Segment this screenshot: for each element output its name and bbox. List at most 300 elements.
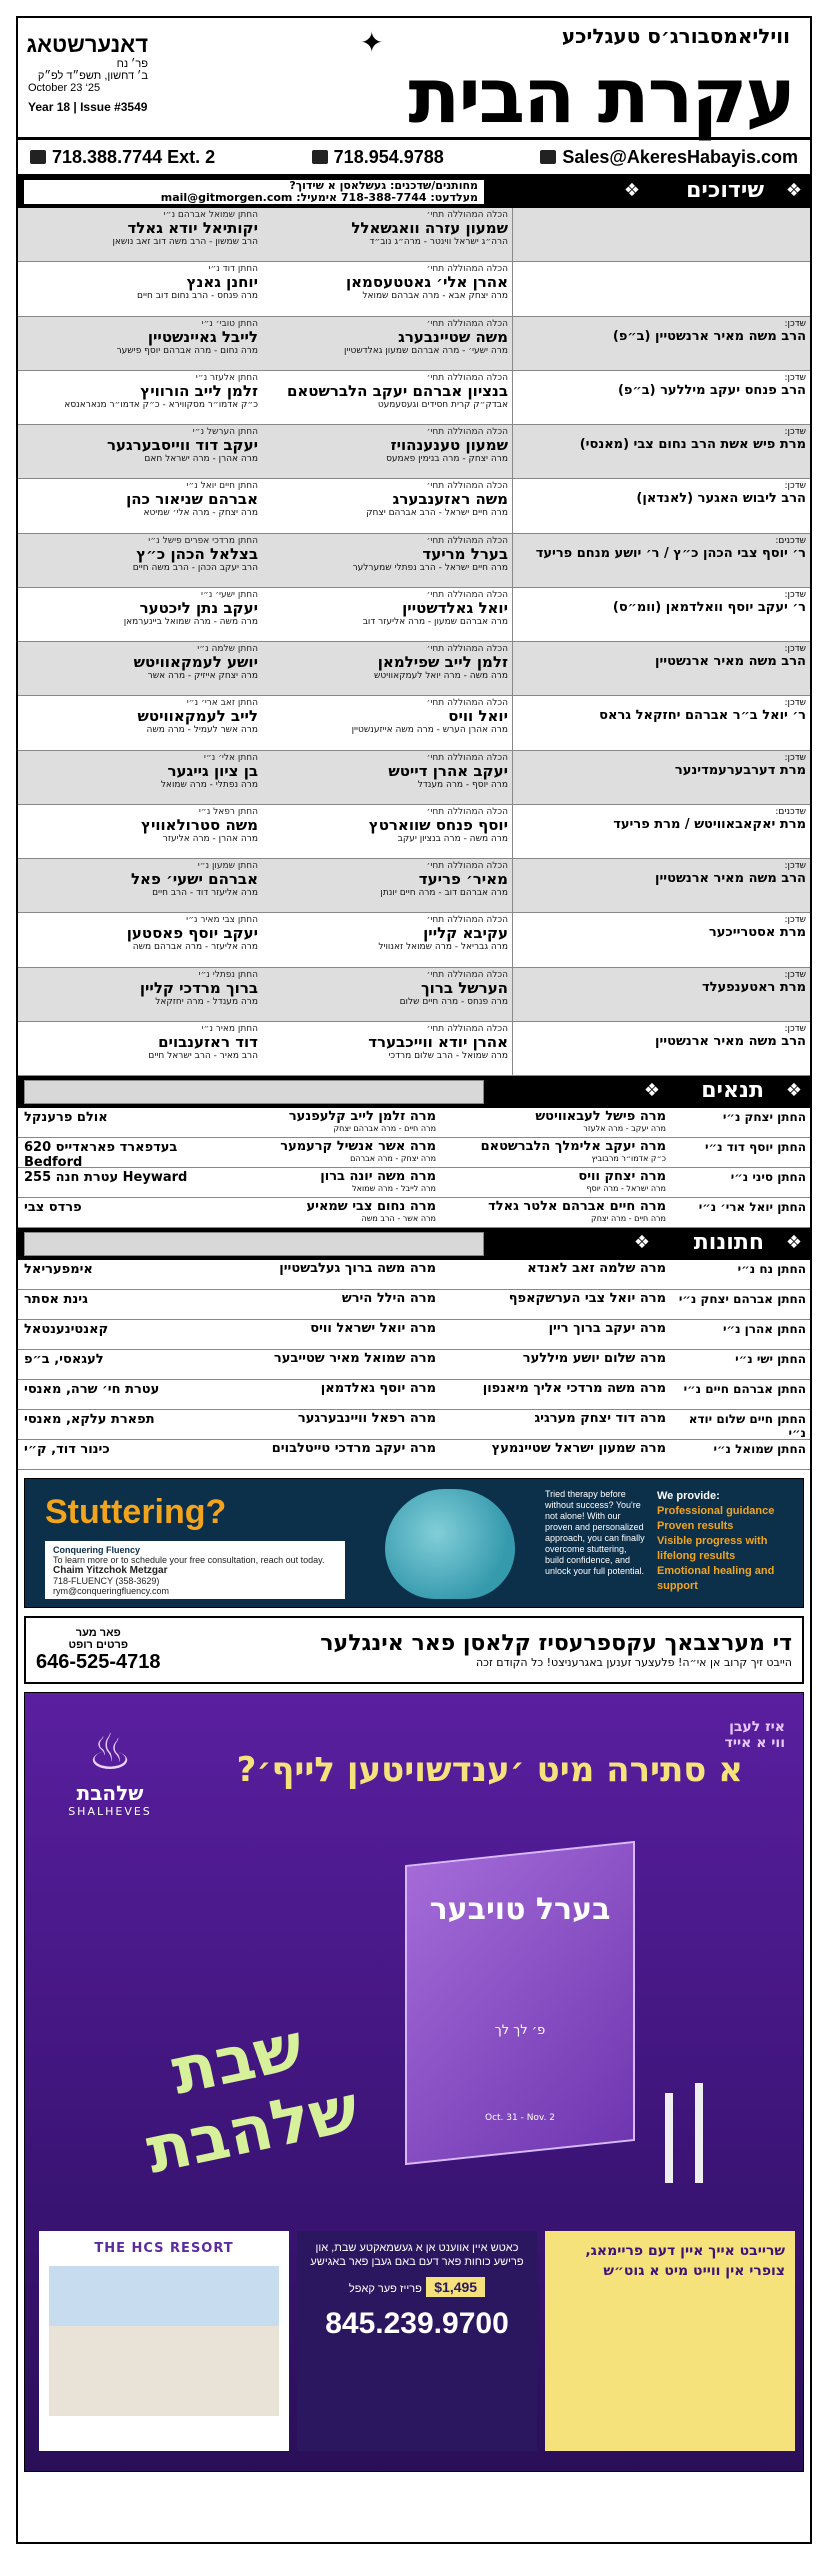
shadchan-cell — [512, 371, 810, 424]
kallah-father-name: עקיבא קליין — [423, 924, 508, 943]
kallah-father-cell — [200, 1138, 440, 1167]
price-label: פרייז פער קאפל — [348, 2283, 422, 2295]
chosson-label: החתן מאיר נ״י — [201, 1023, 258, 1034]
candle-icon — [665, 2093, 673, 2183]
venue: לעגאסי, ב״פ — [24, 1352, 104, 1367]
kallah-cell — [262, 371, 512, 424]
chasunos-row — [18, 1440, 810, 1470]
chosson-family: מרה אהרן - מרה אליעזר — [162, 833, 258, 844]
kallah-label: הכלה המהוללה תחי׳ — [426, 806, 508, 817]
chosson-father-cell — [440, 1198, 670, 1227]
kallah-family: מרה יצחק אבא - מרה אברהם שמואל — [362, 291, 508, 302]
chosson-father-name: מרה דוד יצחק מערגיג — [534, 1411, 666, 1426]
chosson-father-cell — [440, 1108, 670, 1137]
kallah-cell — [262, 425, 512, 478]
issue-parsha: פר׳ נח — [116, 58, 148, 70]
newspaper-page — [16, 16, 812, 2544]
chosson-father-name: מרה יעקב אלימלך הלברשטאם — [480, 1139, 666, 1154]
chosson-label: החתן אלעזר נ״י — [195, 372, 258, 383]
chosson-father-cell — [440, 1138, 670, 1167]
shidduch-row — [18, 859, 810, 913]
chosson-family: מרה נחום - מרה אברהם יוסף פישער — [116, 345, 258, 356]
ornament-icon: ❖ — [785, 180, 802, 201]
shidduch-row — [18, 371, 810, 425]
ad-side-text: שרייבט אייך איין דעם פריימאג, צופרי אין ווייט מיט א גוט״ש — [545, 2231, 795, 2451]
chosson-label: החתן שלמה נ״י — [197, 644, 258, 654]
tagline-line: איז לעבן — [729, 1719, 785, 1735]
ornament-icon: ❖ — [623, 180, 640, 201]
chosson-father-name: מרה שלמה זאב לאנדא — [527, 1261, 666, 1276]
ad-list-item: Proven results — [657, 1520, 734, 1532]
ad-list-item: Visible progress with lifelong results — [657, 1535, 768, 1562]
kallah-father-cell — [200, 1440, 440, 1469]
shadchan-name: הרב פנחס יעקב מיללער (ב״פ) — [617, 382, 806, 398]
shadchan-label: שדכן: — [784, 589, 806, 600]
chosson-label: החתן רפאל נ״י — [198, 806, 258, 817]
chosson-father-name: מרה פישל לעבאוויטש — [535, 1109, 666, 1124]
kallah-father-name: מרה יוסף גאלדמאן — [320, 1381, 436, 1396]
chosson-family: מרה פנחס - הרב נחום דוב חיים — [137, 291, 258, 302]
chosson-family: מרה מענדל - מרה יחזקאל — [155, 996, 258, 1007]
shalheves-logo — [55, 1723, 165, 1818]
hotel-panel — [39, 2231, 289, 2451]
chosson-father-name: מרה יואל צבי הערשקאפף — [508, 1291, 666, 1306]
chosson-label: החתן דוד נ״י — [208, 264, 258, 275]
chosson-label: החתן מרדכי אפרים פישל נ״י — [148, 535, 258, 546]
email-contact[interactable] — [540, 147, 798, 168]
masthead-title: עקרת הבית — [408, 51, 794, 140]
chosson-family: מרה משה - מרה שמואל ביינערמאן — [123, 616, 258, 627]
chosson-father-name: מרה שמעון ישראל שטיינמעץ — [491, 1441, 666, 1456]
kallah-father-cell — [200, 1108, 440, 1137]
chosson-family: מרה יצחק אייזיק - מרה אשר — [147, 671, 258, 681]
shidduch-row — [18, 262, 810, 316]
stuttering-ad[interactable] — [24, 1478, 804, 1608]
ad-mid-text: Tried therapy before without success? You're not alone! With our proven and personalized approach, you can finally overcome stuttering, build confidence, and unlock your full potential. — [545, 1489, 645, 1576]
shidduch-row — [18, 425, 810, 479]
shadchan-cell — [512, 913, 810, 966]
chosson-father-name: בצלאל הכהן כ״ץ — [136, 544, 258, 563]
kallah-father-name: מרה אשר אנשיל קרעמער — [280, 1139, 436, 1154]
tnoim-section — [18, 1076, 810, 1228]
ad-subline: הייבט זיך קרוב אן אי״ה! פלעצער זענען באגרעניצט! כל הקודם זכה — [475, 1656, 792, 1669]
kallah-father-name: מרה רפאל וויינבערגער — [297, 1411, 436, 1426]
kallah-family: מרה משה - מרה בנציון יעקב — [397, 833, 508, 844]
flame-icon: ♨ — [87, 1723, 133, 1781]
shadchan-label: שדכן: — [784, 1023, 806, 1034]
chosson-family: מרה אהרן - מרה ישראל חאם — [144, 454, 258, 464]
chosson-cell — [18, 534, 262, 587]
ad-list-item: Emotional healing and support — [657, 1565, 775, 1592]
chasunos-row — [18, 1410, 810, 1440]
masthead-kicker: וויליאמסבורג׳ס טעגליכע — [561, 24, 790, 48]
kallah-family: מרה יצחק - מרה אברהם — [350, 1154, 436, 1163]
note-line: מעלדעט: 718-388-7744 אימעיל: mail@gitmorgen.com — [160, 191, 478, 204]
chosson-father-name: יעקב נתן ליכטער — [139, 598, 258, 617]
ad-benefits-list — [657, 1489, 804, 1594]
kallah-family: מרה פנחס - מרה חיים שלום — [399, 996, 508, 1007]
tnoim-row — [18, 1168, 810, 1198]
chosson-label: החתן יואל ארי׳ נ״י — [698, 1200, 806, 1214]
kallah-father-name: מרה משה יונה ברון — [320, 1169, 436, 1184]
price-panel — [297, 2231, 537, 2451]
chosson-father-cell — [440, 1320, 670, 1349]
ornament-icon: ❖ — [785, 1232, 802, 1253]
chosson-label: החתן שמואל נ״י — [713, 1442, 806, 1456]
ad-main-text — [320, 1631, 792, 1669]
chosson-father-cell — [440, 1380, 670, 1409]
kallah-cell — [262, 1022, 512, 1075]
kallah-father-name: יואל וויס — [448, 707, 508, 726]
logo-english: SHALHEVES — [68, 1805, 152, 1818]
chosson-father-name: דוד ראזענבוים — [158, 1032, 258, 1051]
chosson-father-name: זלמן לייב הורוויץ — [140, 381, 258, 400]
shadchan-name: ר׳ יוסף צבי הכהן כ״ץ / ר׳ יושע מנחם פריעד — [535, 545, 806, 561]
chosson-father-cell — [440, 1290, 670, 1319]
shadchan-name: מרת פיש אשת הרב נחום צבי (מאנסי) — [579, 437, 806, 452]
kallah-father-cell — [200, 1350, 440, 1379]
kallah-father-name: שמעון עזרה וואגשאלל — [351, 219, 508, 237]
shidduch-row — [18, 479, 810, 533]
shadchan-name: מרת דערבערעמדינער — [674, 762, 806, 778]
chosson-father-name: מרה יצחק וויס — [578, 1169, 666, 1184]
shadchan-cell — [512, 1022, 810, 1075]
kallah-family: מרה שמואל - הרב שלום מרדכי — [388, 1050, 508, 1061]
phone-contact[interactable] — [30, 147, 215, 168]
chosson-cell — [18, 805, 262, 858]
kallah-family: מרה ישעי׳ - מרה אברהם שמעון גאלדשטיין — [344, 345, 508, 356]
venue: בעדפארד פאראדייס 620 Bedford — [24, 1140, 178, 1170]
shadchan-cell — [512, 696, 810, 749]
chosson-label: החתן זאב ארי׳ נ״י — [186, 698, 258, 709]
kallah-label: הכלה המהוללה תחי׳ — [426, 698, 508, 709]
kallah-label: הכלה המהוללה תחי׳ — [426, 372, 508, 383]
kallah-father-name: יואל גאלדשטיין — [402, 598, 508, 617]
shadchan-label: שדכנים: — [775, 535, 806, 546]
kallah-label: הכלה המהוללה תחי׳ — [426, 1023, 508, 1034]
kallah-label: הכלה המהוללה תחי׳ — [426, 644, 508, 654]
kallah-cell — [262, 479, 512, 532]
shadchan-name: ר׳ יעקב יוסף וואלדמאן (וומ״ס) — [612, 599, 806, 615]
kallah-cell — [262, 859, 512, 912]
shadchan-cell — [512, 425, 810, 478]
ad-side-line: פאר מער — [75, 1626, 121, 1639]
chosson-cell — [18, 751, 262, 804]
shadchan-name: מרת יאקאבאוויטש / מרת פריעד — [613, 816, 806, 832]
chosson-cell — [18, 425, 262, 478]
kallah-family: מרה חיים - מרה אברהם יצחק — [333, 1124, 436, 1133]
shalheves-ad[interactable] — [24, 1692, 804, 2472]
tagline-line: ווי א אייד — [724, 1735, 785, 1751]
tnoim-row — [18, 1138, 810, 1168]
chosson-cell — [18, 968, 262, 1021]
chosson-cell — [18, 642, 262, 695]
shidduch-row — [18, 805, 810, 859]
shadchan-name: הרב משה מאיר ארנשטיין — [655, 1033, 806, 1049]
kallah-label: הכלה המהוללה תחי׳ — [426, 969, 508, 980]
chosson-family: מרה אליעזר דוד - הרב חיים — [152, 888, 258, 898]
chosson-father-name: אברהם ישעי׳ פאל — [130, 870, 258, 888]
chasunos-list — [18, 1260, 810, 1470]
ornament-icon: ❖ — [785, 1080, 802, 1101]
chosson-cell — [18, 588, 262, 641]
chosson-father-name: ברוך מרדכי קליין — [139, 978, 258, 997]
kallah-cell — [262, 642, 512, 695]
venue: תפארת עלקא, מאנסי — [24, 1412, 155, 1427]
kallah-father-cell — [200, 1168, 440, 1197]
venue: קאנטינענטאל — [24, 1322, 109, 1337]
shidduchim-header — [18, 176, 810, 208]
kallah-father-name: מרה יואל ישראל וויס — [310, 1321, 436, 1336]
kallah-father-name: מרה זלמן לייב קלעפנער — [288, 1109, 436, 1124]
chosson-father-name: יעקב יוסף פאסטען — [126, 924, 258, 943]
kallah-cell — [262, 968, 512, 1021]
chosson-label: החתן אהרן נ״י — [723, 1322, 806, 1336]
shadchan-cell — [512, 534, 810, 587]
shadchan-name: הרב ליבוש האגער (לאנדאן) — [636, 491, 806, 507]
chosson-label: החתן אברהם יצחק נ״י — [678, 1292, 806, 1306]
chosson-father-cell — [440, 1168, 670, 1197]
chosson-label: החתן הערשל נ״י — [192, 427, 258, 437]
tnoim-row — [18, 1198, 810, 1228]
chosson-label: החתן נח נ״י — [737, 1262, 806, 1276]
ad-phone[interactable]: 845.239.9700 — [325, 2307, 509, 2340]
kallah-father-name: אהרן אלי׳ גאטטעסמאן — [345, 273, 508, 292]
shadchan-label: שדכן: — [784, 318, 806, 329]
kallah-label: הכלה המהוללה תחי׳ — [426, 427, 508, 437]
chosson-father-cell — [440, 1440, 670, 1469]
kallah-father-cell — [200, 1410, 440, 1439]
shadchan-cell — [512, 642, 810, 695]
fax-contact[interactable] — [312, 147, 444, 168]
shidduch-row — [18, 913, 810, 967]
chosson-father-name: יעקב דוד ווייסבערגער — [106, 436, 258, 454]
shadchan-name: הרב משה מאיר ארנשטיין (ב״פ) — [612, 328, 806, 344]
chosson-label: החתן שמעון נ״י — [197, 861, 258, 871]
chasunos-title: חתונות — [693, 1230, 764, 1255]
chasunos-section — [18, 1228, 810, 1470]
contact-bar — [18, 140, 810, 176]
kallah-family: מרה אהרן הערש - מרה משה אייזענשטיין — [351, 725, 508, 736]
kallah-label: הכלה המהוללה תחי׳ — [426, 264, 508, 275]
kallah-father-name: יוסף פנחס שווארטץ — [368, 815, 508, 834]
logo-name: שלהבת — [76, 1781, 144, 1805]
chosson-cell — [18, 371, 262, 424]
kallah-family: מרה לייבל - מרה שמואל — [352, 1184, 436, 1193]
ad-list-title: We provide: — [657, 1490, 720, 1502]
shadchan-label: שדכן: — [784, 698, 806, 709]
chosson-cell — [18, 208, 262, 261]
shadchan-cell — [512, 588, 810, 641]
kallah-father-name: מרה נחום צבי שמאיע — [306, 1199, 436, 1214]
shidduch-row — [18, 642, 810, 696]
hotel-image — [49, 2266, 279, 2416]
klasn-ad[interactable] — [24, 1616, 804, 1684]
flame-logo-icon: ✦ — [360, 26, 384, 59]
kallah-father-name: בערל מריעד — [422, 544, 508, 563]
header-blank-box — [24, 1080, 484, 1104]
chosson-father-name: מרה יעקב ברוך ריין — [548, 1321, 666, 1336]
ad-contact-box — [45, 1541, 345, 1599]
chosson-family: כ״ק אדמו״ר מרבוביץ — [591, 1154, 666, 1163]
chosson-cell — [18, 262, 262, 315]
shidduch-row — [18, 588, 810, 642]
chosson-label: החתן ישי נ״י — [735, 1352, 806, 1366]
venue: פרדס צבי — [24, 1200, 82, 1215]
kallah-father-name: בנציון אברהם יעקב הלברשטאם — [286, 381, 508, 400]
kallah-family: מרה אברהם שמעון - מרה אליעזר דוב — [362, 616, 508, 627]
chosson-cell — [18, 1022, 262, 1075]
chosson-label: החתן יוסף דוד נ״י — [705, 1140, 806, 1154]
shidduch-row — [18, 317, 810, 371]
email-address: Sales@AkeresHabayis.com — [562, 146, 798, 167]
shadchan-cell — [512, 968, 810, 1021]
chosson-label: החתן שמואל אברהם נ״י — [163, 210, 258, 220]
kallah-father-name: מרה משה ברוך געלבשטיין — [279, 1261, 436, 1276]
price-tag — [307, 2269, 527, 2297]
chosson-father-cell — [440, 1260, 670, 1289]
chosson-father-name: מרה משה מרדכי אליך מיאנפון — [482, 1381, 666, 1396]
chosson-father-name: יוחנן גאנץ — [186, 273, 258, 292]
candle-icon — [695, 2083, 703, 2183]
kallah-father-name: זלמן לייב שפילמאן — [377, 653, 508, 671]
kallah-label: הכלה המהוללה תחי׳ — [426, 589, 508, 600]
kallah-family: מרה יוסף - מרה מענדל — [417, 779, 508, 790]
chosson-family: מרה אליעזר - מרה אברהם משה — [132, 942, 258, 953]
book-subtitle: פ׳ לך לך — [494, 2023, 546, 2038]
kallah-label: הכלה המהוללה תחי׳ — [426, 481, 508, 492]
chosson-father-cell — [440, 1350, 670, 1379]
ad-side-line: פרטים רופט — [68, 1638, 129, 1651]
kallah-father-cell — [200, 1380, 440, 1409]
phone-number: 718.388.7744 Ext. 2 — [52, 146, 216, 167]
price-note: כאטש איין אווענט אן א געשמאקטע שבת, און פרישע כוחות פאר דעם באם געבן פאר באגישע — [310, 2242, 524, 2268]
ad-logo-text: Conquering Fluency — [53, 1545, 141, 1555]
kallah-father-cell — [200, 1320, 440, 1349]
kallah-father-name: מרה הילל הירש — [341, 1291, 436, 1306]
shidduch-row — [18, 696, 810, 750]
kallah-cell — [262, 534, 512, 587]
shidduch-row — [18, 534, 810, 588]
kallah-cell — [262, 208, 512, 261]
ad-description: To learn more or to schedule your free consultation, reach out today. — [53, 1555, 325, 1565]
book-title: בערל טויבער — [429, 1892, 611, 1927]
kallah-father-cell — [200, 1198, 440, 1227]
venue: גינת אסתר — [24, 1292, 88, 1307]
shidduch-row — [18, 751, 810, 805]
shadchan-label: שדכן: — [784, 481, 806, 492]
chosson-father-name: מרה שלום יושע מיללער — [522, 1351, 666, 1366]
venue: אימפעריאל — [24, 1262, 93, 1277]
ad-headline: די מערצבאך עקספרעסיז קלאסן פאר אינגלער — [320, 1631, 792, 1656]
venue: כינור דוד, ק״י — [24, 1442, 110, 1457]
chosson-family: מרה חיים - מרה יצחק — [591, 1214, 666, 1223]
kallah-family: אבדק״ק קרית חסידים וגעסעמעט — [377, 399, 508, 410]
kallah-family: מרה אשר - הרב משה — [361, 1214, 436, 1223]
chosson-father-name: לייבל גאיינשטיין — [147, 327, 258, 346]
chosson-father-name: בן ציון גייגער — [167, 761, 258, 780]
venue: אולם פרענקל — [24, 1110, 108, 1125]
note-line: מחותנים/שדכנים: געשלאסן א שידוך? — [289, 179, 478, 192]
chosson-family: מרה אשר לעמיל - מרה משה — [146, 725, 258, 736]
issue-info — [28, 32, 148, 114]
chosson-label: החתן צבי מאיר נ״י — [186, 915, 258, 926]
chasunos-row — [18, 1350, 810, 1380]
fax-icon — [312, 150, 328, 164]
chosson-label: החתן סיני נ״י — [730, 1170, 806, 1184]
venue: עטרת חנה 255 Heyward — [24, 1170, 188, 1185]
shadchan-cell — [512, 751, 810, 804]
kallah-father-name: אהרן יודא ווייכבערד — [368, 1032, 508, 1051]
chosson-father-name: לייב לעמקאוויטש — [137, 707, 258, 726]
chosson-father-name: אברהם שניאור כהן — [126, 490, 258, 509]
shadchan-label: שדכן: — [784, 427, 806, 437]
chosson-family: הרב יעקב הכהן - הרב משה חיים — [132, 562, 258, 573]
kallah-father-name: משה שטיינבערג — [398, 327, 508, 346]
kallah-father-name: משה ראזענבערג — [392, 490, 508, 509]
kallah-father-cell — [200, 1290, 440, 1319]
shadchan-label: שדכן: — [784, 752, 806, 763]
chosson-family: מרה ישראל - מרה יוסף — [586, 1184, 666, 1193]
chosson-label: החתן אלי׳ נ״י — [203, 752, 258, 763]
chosson-label: החתן טובי׳ נ״י — [201, 318, 258, 329]
ad-tagline — [725, 1719, 785, 1751]
kallah-cell — [262, 751, 512, 804]
shadchan-cell — [512, 317, 810, 370]
ad-phone: 646-525-4718 — [36, 1650, 161, 1673]
price-amount: $1,495 — [426, 2277, 485, 2297]
kallah-family: מרה חיים ישראל - הרב אברהם יצחק — [366, 508, 508, 519]
tnoim-header — [18, 1076, 810, 1108]
shidduch-row — [18, 208, 810, 262]
chosson-label: החתן יצחק נ״י — [722, 1110, 806, 1124]
chosson-cell — [18, 479, 262, 532]
venue: עטרת חי׳ שרה, מאנסי — [24, 1382, 160, 1397]
chosson-family: הרב שמשון - הרב משה דוב זאב נושאן — [112, 237, 258, 247]
chosson-label: החתן חיים יואל נ״י — [186, 481, 258, 492]
issue-hebrew-date: ב׳ דחשון, תשפ״ד לפ״ק — [37, 70, 148, 82]
phone-icon — [30, 150, 46, 164]
chosson-cell — [18, 696, 262, 749]
shadchan-cell — [512, 208, 810, 261]
chosson-cell — [18, 859, 262, 912]
kallah-father-name: מאיר׳ פריעד — [418, 870, 508, 888]
kallah-label: הכלה המהוללה תחי׳ — [426, 210, 508, 220]
fax-number: 718.954.9788 — [333, 146, 444, 167]
chasunos-row — [18, 1260, 810, 1290]
chasunos-row — [18, 1290, 810, 1320]
shadchan-cell — [512, 479, 810, 532]
chasunos-header — [18, 1228, 810, 1260]
tnoim-list — [18, 1108, 810, 1228]
kallah-family: מרה יצחק - מרה בנימין פאמעס — [386, 454, 508, 464]
kallah-family: מרה חיים ישראל - הרב נפתלי שמערלער — [352, 562, 508, 573]
ad-contact-name: Chaim Yitzchok Metzgar — [53, 1565, 168, 1576]
chosson-father-cell — [440, 1410, 670, 1439]
ad-bottom-panel — [39, 2231, 795, 2451]
ad-contact-phone: 718-FLUENCY (358-3629) — [53, 1576, 160, 1586]
shadchan-name: הרב משה מאיר ארנשטיין — [655, 871, 806, 886]
kallah-cell — [262, 588, 512, 641]
shidduchim-section — [18, 176, 810, 1076]
shadchan-cell — [512, 262, 810, 315]
chosson-family: מרה יצחק - מרה אלי׳ שמיטא — [143, 508, 258, 519]
kallah-label: הכלה המהוללה תחי׳ — [426, 915, 508, 926]
issue-number: Year 18 | Issue #3549 — [28, 100, 148, 114]
ad-contact-email: rym@conqueringfluency.com — [53, 1586, 170, 1596]
masthead — [18, 18, 810, 140]
kallah-label: הכלה המהוללה תחי׳ — [426, 318, 508, 329]
